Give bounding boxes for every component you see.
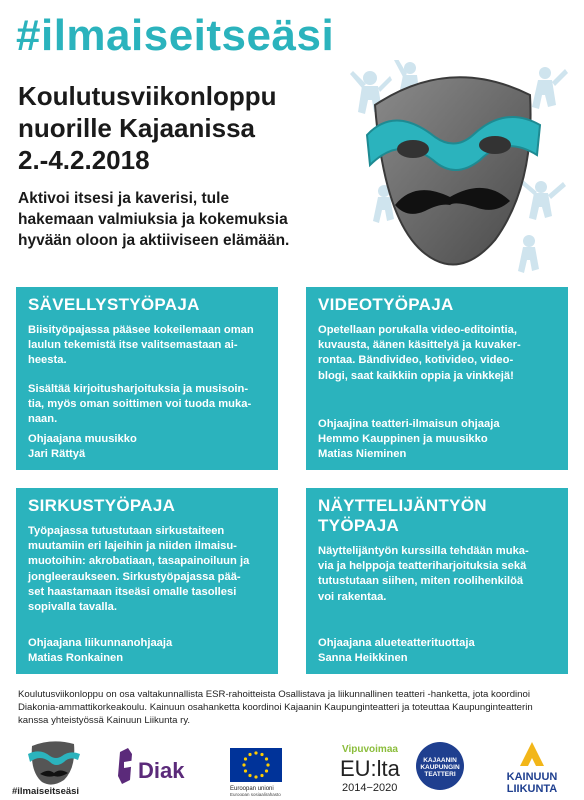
panel-text-line: kuvausta, äänen käsittelyä ja kuvaker- bbox=[318, 339, 521, 352]
panel-body bbox=[318, 544, 556, 605]
kainuun-flame-icon bbox=[520, 742, 544, 766]
panel-instructor bbox=[28, 636, 172, 666]
panel-text-line: voi rakentaa. bbox=[318, 590, 387, 603]
subtitle-line: Koulutusviikonloppu bbox=[18, 81, 277, 111]
theatre-mask-illustration bbox=[355, 65, 545, 275]
panel-title-line: NÄYTTELIJÄNTYÖN bbox=[318, 496, 487, 515]
kainuun-liikunta-logo bbox=[507, 742, 558, 795]
teatteri-line2: KAUPUNGIN bbox=[420, 764, 460, 771]
panel-title-line: SÄVELLYSTYÖPAJA bbox=[28, 295, 200, 314]
footer-line: Diakonia-ammattikorkeakoulu. Kainuun osahanketta koordinoi Kajaanin Kaupunginteatteri ja toteuttaa Kaupunginteatterin bbox=[18, 702, 533, 713]
vipuvoimaa-text: Vipuvoimaa bbox=[342, 744, 398, 755]
panel-instructor bbox=[318, 636, 475, 666]
panel-text-line: Näyttelijäntyön kurssilla tehdään muka- bbox=[318, 545, 529, 557]
panel-text-line: jongleeraukseen. Sirkustyöpajassa pää- bbox=[28, 570, 241, 583]
panel-text-line: set haastamaan itseäsi omalle tasollesi bbox=[28, 585, 237, 598]
panel-text-line: Biisityöpajassa pääsee kokeilemaan oman bbox=[28, 324, 254, 336]
panel-body bbox=[28, 524, 266, 615]
instructor-line: Sanna Heikkinen bbox=[318, 652, 408, 665]
instructor-line: Matias Ronkainen bbox=[28, 652, 124, 665]
panel-videotyopaja bbox=[306, 287, 568, 470]
panel-text-line: Sisältää kirjoitusharjoituksia ja musisoin- bbox=[28, 382, 249, 395]
panel-text-line: naan. bbox=[28, 413, 58, 426]
panel-text-line: blogi, saat kaikkiin oppia ja vinkkejä! bbox=[318, 369, 514, 382]
panel-text-line: Opetellaan porukalla video-editointia, bbox=[318, 324, 517, 336]
panel-title-line: VIDEOTYÖPAJA bbox=[318, 295, 454, 314]
panel-sirkustyopaja bbox=[16, 488, 278, 674]
panel-title-line: TYÖPAJA bbox=[318, 516, 400, 535]
panel-text-line: muotoihin: akrobatiaan, tasapainoiluun ja bbox=[28, 555, 250, 568]
intro-text bbox=[18, 188, 348, 251]
eu-logo-line1: Euroopan unioni bbox=[230, 786, 274, 792]
poster-subtitle bbox=[18, 80, 277, 176]
subtitle-line: nuorille Kajaanissa bbox=[18, 113, 255, 143]
instructor-line: Matias Nieminen bbox=[318, 448, 407, 461]
panel-text-line: via ja helppoja teatteriharjoituksia sekä bbox=[318, 560, 527, 573]
vipuvoimaa-logo bbox=[340, 744, 401, 794]
intro-line: hakemaan valmiuksia ja kokemuksia bbox=[18, 211, 288, 228]
panel-body bbox=[28, 323, 266, 427]
diak-logo-text: Diak bbox=[138, 758, 185, 783]
eu-logo bbox=[230, 748, 282, 796]
panel-text-line: sopivalla tavalla. bbox=[28, 601, 117, 614]
panel-text-line: rontaa. Bändivideo, kotivideo, video- bbox=[318, 354, 514, 367]
ilmaiseitseasi-logo bbox=[12, 741, 80, 796]
intro-line: Aktivoi itsesi ja kaverisi, tule bbox=[18, 190, 230, 207]
panel-title-line: SIRKUSTYÖPAJA bbox=[28, 496, 176, 515]
panel-body bbox=[318, 323, 556, 384]
eu-years-text: 2014−2020 bbox=[342, 782, 398, 794]
diak-logo bbox=[118, 748, 185, 784]
instructor-line: Ohjaajina teatteri-ilmaisun ohjaaja bbox=[318, 418, 500, 430]
partner-logos bbox=[12, 740, 577, 796]
instructor-line: Ohjaajana alueteatterituottaja bbox=[318, 637, 475, 649]
panel-text-line: heesta. bbox=[28, 354, 67, 367]
panel-nayttelijantyon-tyopaja bbox=[306, 488, 568, 674]
instructor-line: Hemmo Kauppinen ja muusikko bbox=[318, 433, 488, 446]
panel-title bbox=[28, 496, 266, 516]
mask-eye-left bbox=[397, 140, 429, 158]
footer-line: kanssa yhteistyössä Kainuun Liikunta ry. bbox=[18, 715, 191, 726]
panel-title bbox=[318, 496, 556, 536]
panel-title bbox=[28, 295, 266, 315]
instructor-line: Ohjaajana liikunnanohjaaja bbox=[28, 637, 173, 649]
panel-title bbox=[318, 295, 556, 315]
panel-instructor bbox=[318, 417, 500, 463]
panel-text-line: tia, myös oman soittimen voi tuoda muka- bbox=[28, 397, 252, 410]
panel-text-line: Työpajassa tutustutaan sirkustaiteen bbox=[28, 525, 225, 537]
instructor-line: Jari Rättyä bbox=[28, 448, 86, 461]
kainuun-text: KAINUUN bbox=[506, 771, 558, 783]
panel-savellystyopaja bbox=[16, 287, 278, 470]
footer-text bbox=[18, 688, 568, 727]
intro-line: hyvään oloon ja aktiiviseen elämään. bbox=[18, 232, 290, 249]
panel-text-line: tutustutaan siihen, miten roolihenkilöä bbox=[318, 575, 524, 588]
panel-instructor bbox=[28, 432, 137, 462]
panel-text-line: laulun tekemistä itse valitsemastaan ai- bbox=[28, 339, 238, 352]
teatteri-line3: TEATTERI bbox=[424, 771, 456, 778]
mask-eye-right bbox=[479, 136, 511, 154]
hashtag-logo-text: #ilmaiseitseäsi bbox=[12, 786, 80, 796]
liikunta-text: LIIKUNTA bbox=[506, 783, 558, 795]
eu-logo-line2: Euroopan sosiaalirahasto bbox=[230, 792, 281, 796]
teatteri-line1: KAJAANIN bbox=[423, 757, 457, 764]
eulta-text: EU:lta bbox=[340, 756, 400, 781]
panel-text-line: muutamiin eri lajeihin ja niiden ilmaisu- bbox=[28, 540, 237, 553]
footer-line: Koulutusviikonloppu on osa valtakunnallista ESR-rahoitteista Osallistava ja liikunnallinen teatteri -hanketta, jota koordinoi bbox=[18, 689, 530, 700]
kajaanin-teatteri-logo bbox=[416, 742, 464, 790]
poster-hashtag-title: #ilmaiseitseäsi bbox=[16, 11, 335, 60]
subtitle-line: 2.-4.2.2018 bbox=[18, 145, 150, 175]
instructor-line: Ohjaajana muusikko bbox=[28, 433, 137, 445]
